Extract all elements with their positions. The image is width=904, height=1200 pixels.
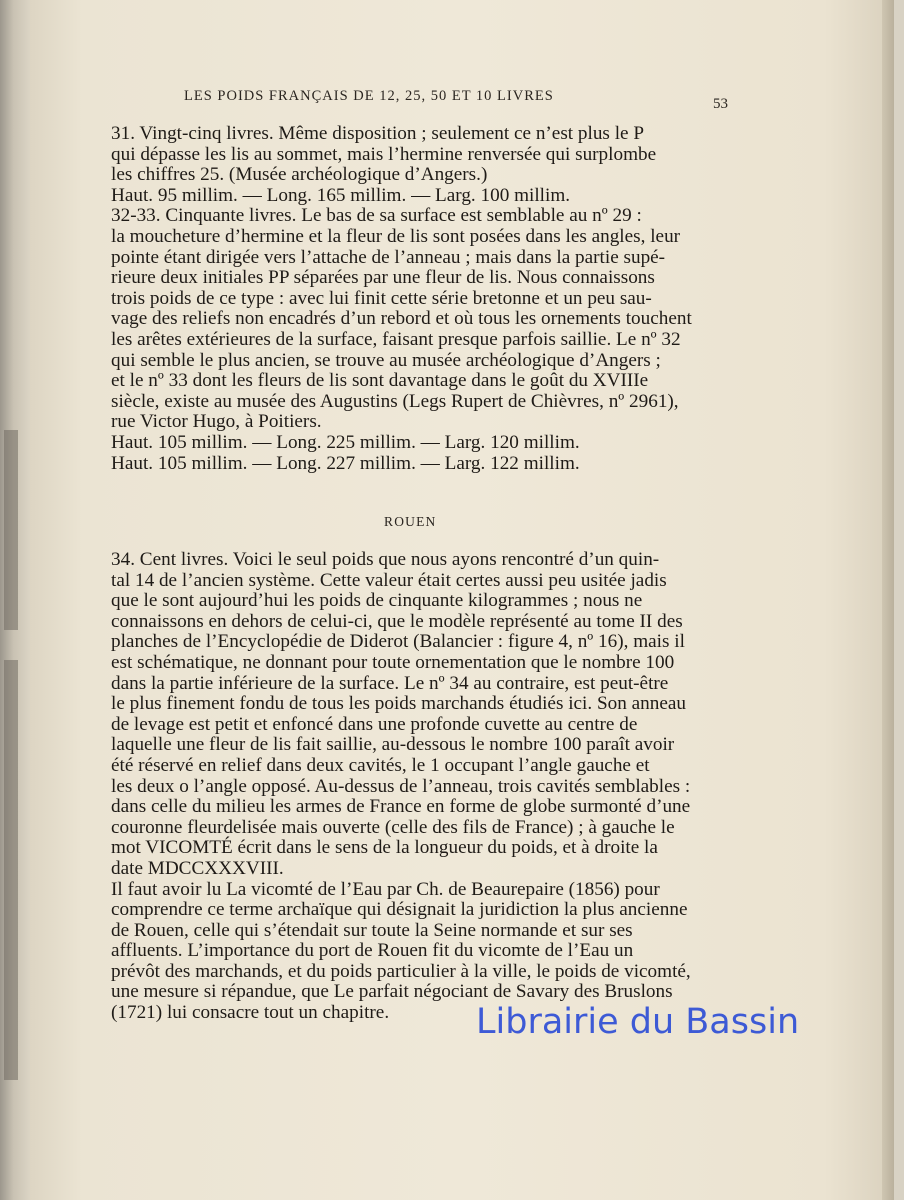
text-line: pointe étant dirigée vers l’attache de l’anneau ; mais dans la partie supé- (111, 246, 666, 268)
text-line: les chiffres 25. (Musée archéologique d’Angers.) (111, 164, 488, 186)
text-line: la moucheture d’hermine et la fleur de lis sont posées dans les angles, leur (111, 225, 681, 247)
seller-watermark: Librairie du Bassin (476, 1002, 800, 1042)
text-line: Haut. 95 millim. — Long. 165 millim. — Larg. 100 millim. (111, 184, 571, 206)
text-line: qui semble le plus ancien, se trouve au musée archéologique d’Angers ; (111, 349, 661, 371)
text-line: 31. Vingt-cinq livres. Même disposition ; seulement ce n’est plus le P (111, 123, 645, 144)
text-line: vage des reliefs non encadrés d’un rebord et où tous les ornements touchent (111, 308, 692, 330)
text-line: (1721) lui consacre tout un chapitre. (111, 1002, 390, 1024)
text-line: couronne fleurdelisée mais ouverte (celle des fils de France) ; à gauche le (111, 816, 675, 838)
text-line: de levage est petit et enfoncé dans une profonde cuvette au centre de (111, 713, 638, 735)
text-line: mot VICOMTÉ écrit dans le sens de la longueur du poids, et à droite la (111, 837, 658, 859)
text-line: de Rouen, celle qui s’étendait sur toute la Seine normande et sur ses (111, 919, 633, 941)
text-line: connaissons en dehors de celui-ci, que le modèle représenté au tome II des (111, 610, 683, 632)
text-line: date MDCCXXXVIII. (111, 857, 284, 879)
text-line: affluents. L’importance du port de Rouen fit du vicomte de l’Eau un (111, 940, 634, 962)
text-line: Il faut avoir lu La vicomté de l’Eau par Ch. de Beaurepaire (1856) pour (111, 878, 660, 900)
section-heading: ROUEN (384, 514, 437, 529)
text-block-angers (111, 124, 731, 474)
text-line: dans la partie inférieure de la surface. Le nº 34 au contraire, est peut-être (111, 672, 669, 694)
text-line: dans celle du milieu les armes de France en forme de globe surmonté d’une (111, 796, 691, 818)
text-block-rouen (111, 550, 731, 1024)
text-line: tal 14 de l’ancien système. Cette valeur était certes aussi peu usitée jadis (111, 569, 667, 591)
text-line: 34. Cent livres. Voici le seul poids que nous ayons rencontré d’un quin- (111, 549, 660, 570)
adjacent-page-illustration (4, 660, 18, 1080)
text-line: rue Victor Hugo, à Poitiers. (111, 411, 322, 433)
text-line: le plus finement fondu de tous les poids marchands étudiés ici. Son anneau (111, 693, 686, 715)
text-line: les deux o l’angle opposé. Au-dessus de l’anneau, trois cavités semblables : (111, 775, 691, 797)
text-line: rieure deux initiales PP séparées par une fleur de lis. Nous connaissons (111, 267, 655, 289)
text-line: prévôt des marchands, et du poids particulier à la ville, le poids de vicomté, (111, 960, 691, 982)
text-line: est schématique, ne donnant pour toute ornementation que le nombre 100 (111, 651, 675, 673)
text-line: Haut. 105 millim. — Long. 227 millim. — Larg. 122 millim. (111, 452, 580, 474)
page-edge (882, 0, 894, 1200)
book-spine (0, 0, 34, 1200)
text-line: les arêtes extérieures de la surface, faisant presque parfois saillie. Le nº 32 (111, 328, 681, 350)
text-line: planches de l’Encyclopédie de Diderot (Balancier : figure 4, nº 16), mais il (111, 631, 685, 653)
text-line: siècle, existe au musée des Augustins (Legs Rupert de Chièvres, nº 2961), (111, 390, 679, 412)
adjacent-page-illustration (4, 430, 18, 630)
text-line: qui dépasse les lis au sommet, mais l’hermine renversée qui surplombe (111, 143, 657, 165)
text-line: comprendre ce terme archaïque qui désignait la juridiction la plus ancienne (111, 899, 688, 921)
text-line: trois poids de ce type : avec lui finit cette série bretonne et un peu sau- (111, 287, 652, 309)
text-line: une mesure si répandue, que Le parfait négociant de Savary des Bruslons (111, 981, 673, 1003)
page-number: 53 (713, 96, 728, 112)
text-line: laquelle une fleur de lis fait saillie, au-dessous le nombre 100 paraît avoir (111, 734, 675, 756)
text-line: Haut. 105 millim. — Long. 225 millim. — Larg. 120 millim. (111, 431, 580, 453)
text-line: que le sont aujourd’hui les poids de cinquante kilogrammes ; nous ne (111, 590, 643, 612)
text-line: été réservé en relief dans deux cavités, le 1 occupant l’angle gauche et (111, 754, 650, 776)
text-line: 32-33. Cinquante livres. Le bas de sa surface est semblable au nº 29 : (111, 205, 642, 227)
text-line: et le nº 33 dont les fleurs de lis sont davantage dans le goût du XVIIIe (111, 370, 649, 392)
running-header: LES POIDS FRANÇAIS DE 12, 25, 50 ET 10 LIVRES (184, 88, 554, 104)
